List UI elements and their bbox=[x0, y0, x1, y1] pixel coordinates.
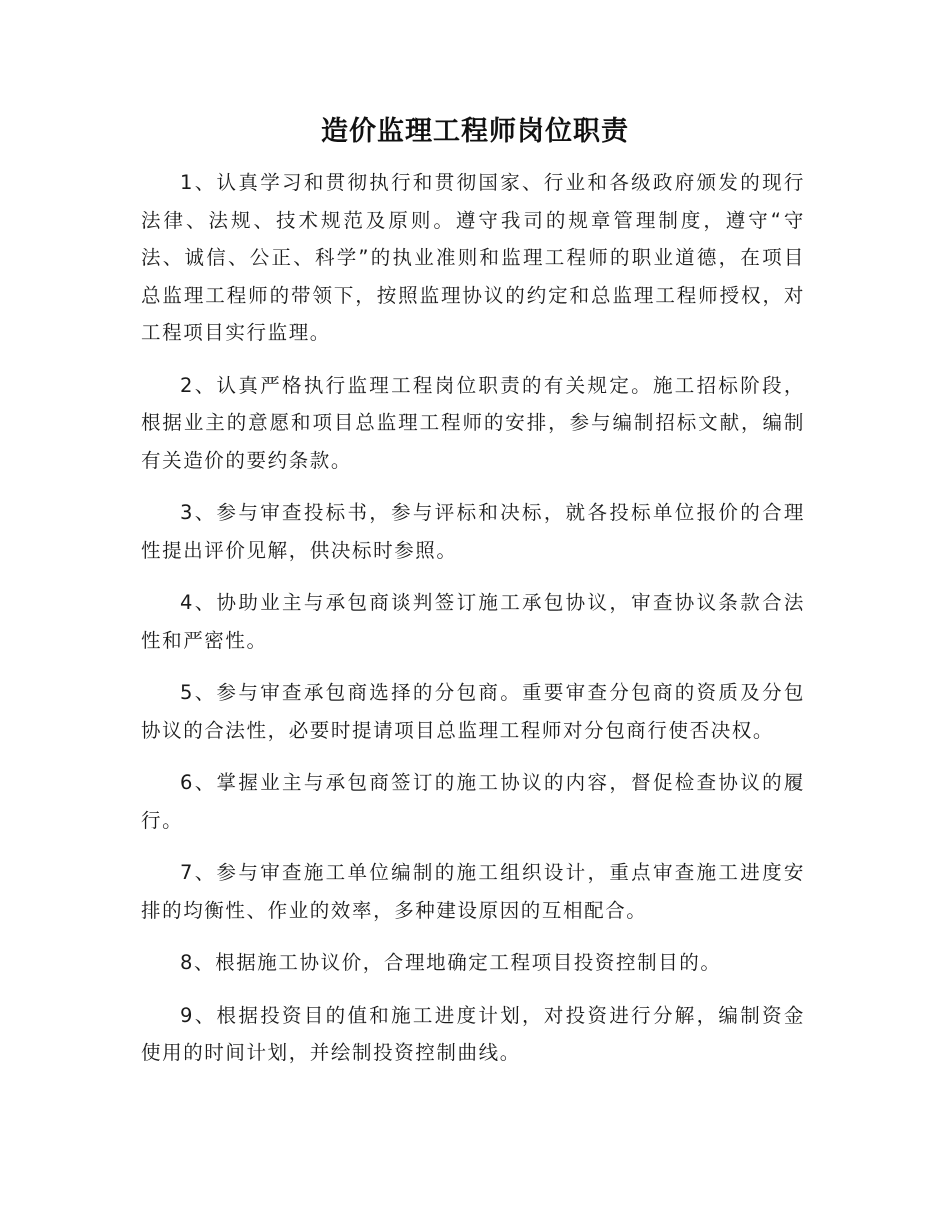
document-body bbox=[141, 164, 805, 1087]
paragraph-6: 6、掌握业主与承包商签订的施工协议的内容，督促检查协议的履行。 bbox=[141, 771, 805, 832]
page-title: 造价监理工程师岗位职责 bbox=[321, 116, 629, 147]
paragraph-7: 7、参与审查施工单位编制的施工组织设计，重点审查施工进度安排的均衡性、作业的效率，多种建设原因的互相配合。 bbox=[141, 861, 805, 922]
paragraph-1: 1、认真学习和贯彻执行和贯彻国家、行业和各级政府颁发的现行法律、法规、技术规范及原则。遵守我司的规章管理制度，遵守“守法、诚信、公正、科学”的执业准则和监理工程师的职业道德，在项目总监理工程师的带领下，按照监理协议的约定和总监理工程师授权，对工程项目实行监理。 bbox=[141, 171, 805, 344]
paragraph-3: 3、参与审查投标书，参与评标和决标，就各投标单位报价的合理性提出评价见解，供决标时参照。 bbox=[141, 501, 805, 562]
paragraph-5: 5、参与审查承包商选择的分包商。重要审查分包商的资质及分包协议的合法性，必要时提请项目总监理工程师对分包商行使否决权。 bbox=[141, 681, 805, 742]
paragraph-8: 8、根据施工协议价，合理地确定工程项目投资控制目的。 bbox=[180, 951, 722, 974]
paragraph-9: 9、根据投资目的值和施工进度计划，对投资进行分解，编制资金使用的时间计划，并绘制投资控制曲线。 bbox=[141, 1003, 805, 1064]
paragraph-2: 2、认真严格执行监理工程岗位职责的有关规定。施工招标阶段，根据业主的意愿和项目总监理工程师的安排，参与编制招标文献，编制有关造价的要约条款。 bbox=[141, 373, 805, 472]
paragraph-4: 4、协助业主与承包商谈判签订施工承包协议，审查协议条款合法性和严密性。 bbox=[141, 591, 805, 652]
